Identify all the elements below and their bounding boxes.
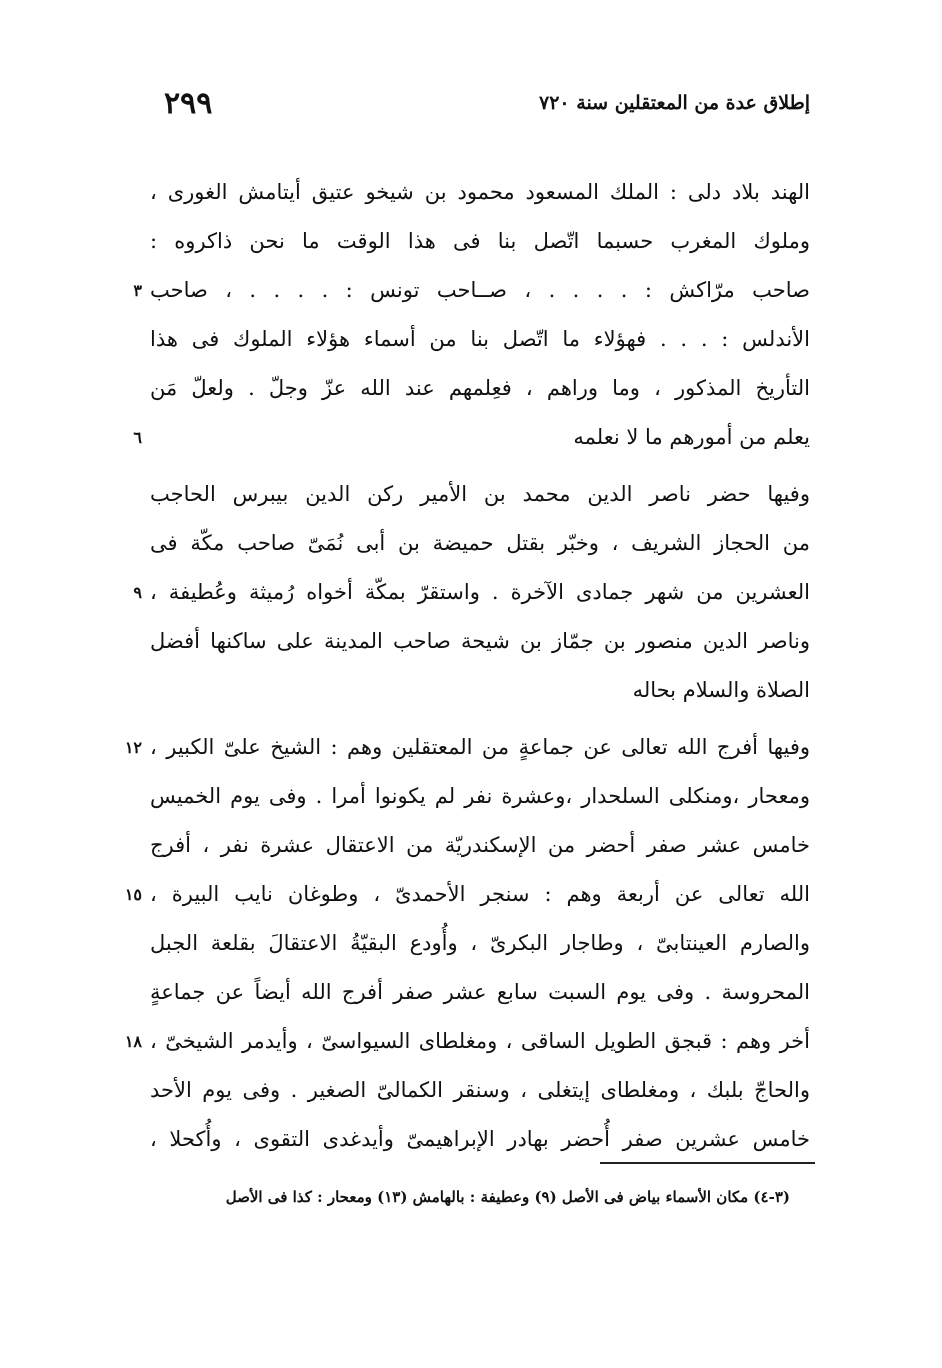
line-number: ٦	[133, 428, 142, 447]
line-text: والصارم العينتابىّ ، وطاجار البكرىّ ، وأُودع البقيّةُ الاعتقالَ بقلعة الجبل	[150, 931, 810, 955]
line-number: ١٢	[124, 738, 142, 757]
line-text: الصلاة والسلام بحاله	[632, 678, 810, 702]
line-text: ومعحار ،ومنكلى السلحدار ،وعشرة نفر لم يكونوا أمرا . وفى يوم الخميس	[150, 784, 810, 808]
text-line	[150, 519, 810, 568]
footnote-divider	[600, 1162, 815, 1164]
page-number: ٢٩٩	[164, 86, 213, 121]
text-line	[150, 666, 810, 715]
text-line	[150, 919, 810, 968]
text-line	[150, 470, 810, 519]
line-text: يعلم من أمورهم ما لا نعلمه	[573, 425, 810, 449]
line-text: والحاجّ بلبك ، ومغلطاى إيتغلى ، وسنقر الكمالىّ الصغير . وفى يوم الأحد	[150, 1078, 810, 1102]
text-line	[150, 1066, 810, 1115]
line-number: ٣	[133, 281, 142, 300]
text-line	[150, 315, 810, 364]
line-text: خامس عشر صفر أحضر من الإسكندريّة من الاعتقال عشرة نفر ، أفرج	[150, 833, 810, 857]
line-number: ٩	[133, 583, 142, 602]
text-line	[150, 968, 810, 1017]
text-line	[150, 821, 810, 870]
line-text: وفيها أفرج الله تعالى عن جماعةٍ من المعتقلين وهم : الشيخ علىّ الكبير ،	[150, 735, 810, 759]
footnote: (٣-٤) مكان الأسماء بياض فى الأصل (٩) وعطيفة : بالهامش (١٣) ومعحار : كذا فى الأصل	[225, 1188, 790, 1206]
text-line	[124, 723, 810, 772]
text-line	[150, 772, 810, 821]
line-text: التأريخ المذكور ، وما وراهم ، فعِلمهم عند الله عزّ وجلّ . ولعلّ مَن	[150, 376, 810, 400]
line-text: وناصر الدين منصور بن جمّاز بن شيحة صاحب المدينة على ساكنها أفضل	[150, 629, 810, 653]
text-line	[150, 364, 810, 413]
line-text: المحروسة . وفى يوم السبت سابع عشر صفر أفرج الله أيضاً عن جماعةٍ	[150, 980, 810, 1004]
line-text: الله تعالى عن أربعة وهم : سنجر الأحمدىّ ، وطوغان نايب البيرة ،	[150, 882, 810, 906]
text-line	[150, 217, 810, 266]
line-text: خامس عشرين صفر أُحضر بهادر الإبراهيمىّ وأيدغدى التقوى ، وأُكحلا ،	[150, 1127, 810, 1151]
text-line	[124, 870, 810, 919]
text-line	[124, 1017, 810, 1066]
line-text: أخر وهم : قبجق الطويل الساقى ، ومغلطاى السيواسىّ ، وأيدمر الشيخىّ ،	[150, 1029, 810, 1053]
line-text: وفيها حضر ناصر الدين محمد بن الأمير ركن الدين بيبرس الحاجب	[150, 482, 810, 506]
line-text: صاحب مرّاكش : . . . . ، صــاحب تونس : . . . . ، صاحب	[150, 278, 810, 302]
running-title: إطلاق عدة من المعتقلين سنة ٧٢٠	[539, 92, 810, 114]
text-line	[150, 168, 810, 217]
text-line	[133, 266, 810, 315]
text-line	[133, 413, 810, 462]
page-header	[150, 86, 810, 126]
line-number: ١٥	[124, 885, 142, 904]
line-text: العشرين من شهر جمادى الآخرة . واستقرّ بمكّة أخواه رُميثة وعُطيفة ،	[150, 580, 810, 604]
text-line	[150, 1115, 810, 1164]
line-text: الأندلس : . . . فهؤلاء ما اتّصل بنا من أسماء هؤلاء الملوك فى هذا	[150, 327, 810, 351]
line-text: وملوك المغرب حسبما اتّصل بنا فى هذا الوقت ما نحن ذاكروه :	[150, 229, 810, 253]
line-text: الهند بلاد دلى : الملك المسعود محمود بن شيخو عتيق أيتامش الغورى ،	[150, 180, 810, 204]
text-line	[150, 617, 810, 666]
body-text	[124, 168, 810, 1164]
line-text: من الحجاز الشريف ، وخبّر بقتل حميضة بن أبى نُمَىّ صاحب مكّة فى	[150, 531, 810, 555]
text-line	[133, 568, 810, 617]
line-number: ١٨	[124, 1032, 142, 1051]
